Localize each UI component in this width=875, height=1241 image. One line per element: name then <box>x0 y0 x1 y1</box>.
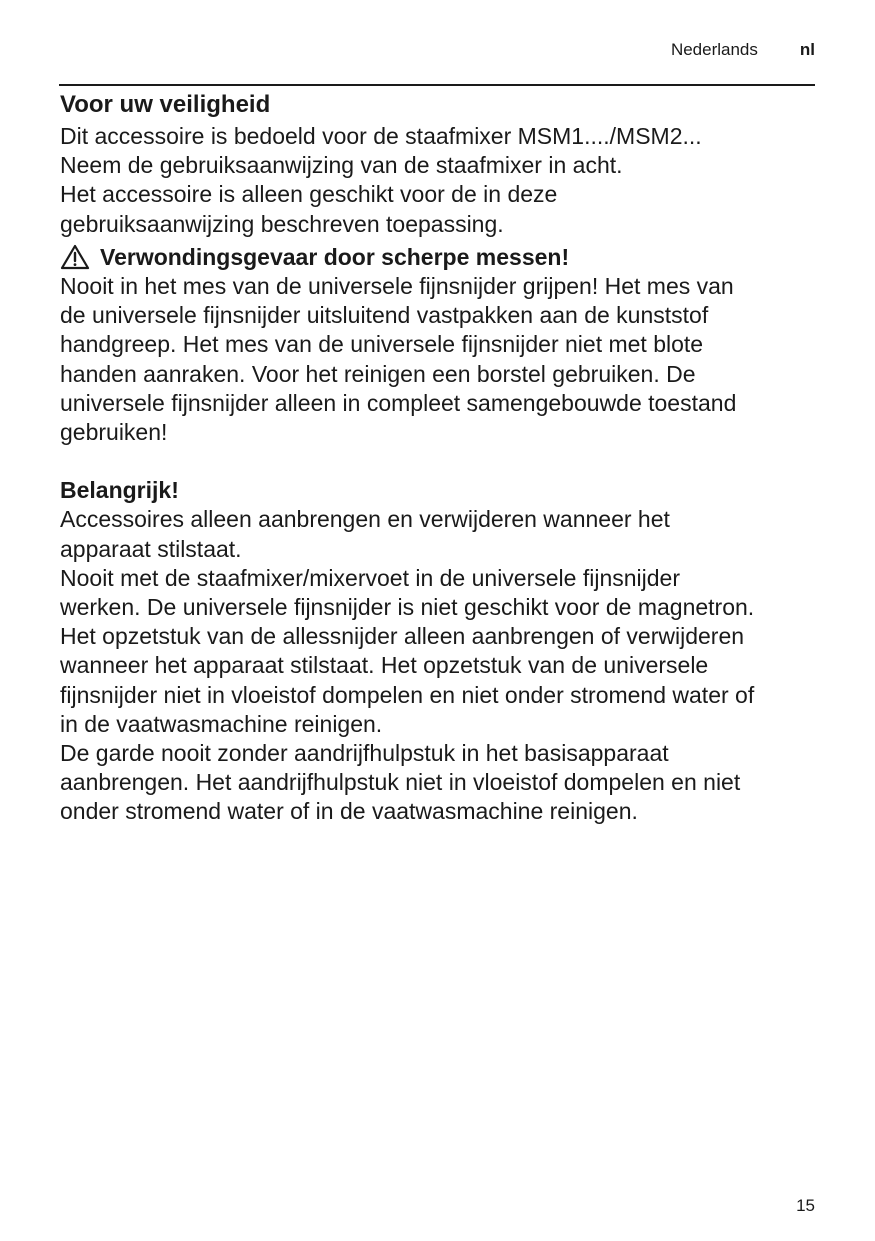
intro-line: Dit accessoire is bedoeld voor de staafmixer MSM1..../MSM2... <box>60 123 702 149</box>
important-line: Het opzetstuk van de allessnijder alleen aanbrengen of verwijderen <box>60 623 745 650</box>
important-line: Nooit met de staafmixer/mixervoet in de universele fijnsnijder <box>60 564 680 591</box>
important-line: apparaat stilstaat. <box>60 535 242 562</box>
important-paragraph <box>60 505 830 826</box>
important-line: aanbrengen. Het aandrijfhulpstuk niet in vloeistof dompelen en niet <box>60 769 741 796</box>
language-code: nl <box>799 40 815 59</box>
page-header <box>671 40 815 60</box>
language-name: Nederlands <box>670 40 758 59</box>
important-line: fijnsnijder niet in vloeistof dompelen en niet onder stromend water of <box>60 681 755 708</box>
important-line: De garde nooit zonder aandrijfhulpstuk in het basisapparaat <box>60 740 669 767</box>
warning-triangle-icon <box>60 244 90 270</box>
intro-line: gebruiksaanwijzing beschreven toepassing. <box>60 210 504 237</box>
intro-line: Neem de gebruiksaanwijzing van de staafmixer in acht. <box>60 152 623 179</box>
warning-line: Nooit in het mes van de universele fijnsnijder grijpen! Het mes van <box>60 273 734 300</box>
intro-paragraph <box>60 122 830 239</box>
intro-line: Het accessoire is alleen geschikt voor de in deze <box>60 181 558 208</box>
warning-line: handgreep. Het mes van de universele fijnsnijder niet met blote <box>60 331 704 358</box>
warning-line: gebruiken! <box>60 419 168 446</box>
important-heading: Belangrijk! <box>60 477 179 504</box>
warning-heading-text: Verwondingsgevaar door scherpe messen! <box>100 243 570 270</box>
page-content <box>60 90 830 827</box>
important-line: wanneer het apparaat stilstaat. Het opzetstuk van de universele <box>60 652 709 679</box>
warning-heading <box>60 243 830 272</box>
warning-line: de universele fijnsnijder uitsluitend vastpakken aan de kunststof <box>60 302 709 329</box>
header-rule <box>59 84 815 86</box>
section-title: Voor uw veiligheid <box>60 91 271 118</box>
warning-line: handen aanraken. Voor het reinigen een borstel gebruiken. De <box>60 360 696 387</box>
important-line: onder stromend water of in de vaatwasmachine reinigen. <box>60 798 638 825</box>
important-line: Accessoires alleen aanbrengen en verwijderen wanneer het <box>60 506 670 533</box>
warning-paragraph <box>60 272 830 447</box>
page-number: 15 <box>796 1196 815 1215</box>
warning-line: universele fijnsnijder alleen in compleet samengebouwde toestand <box>60 389 737 416</box>
important-line: werken. De universele fijnsnijder is niet geschikt voor de magnetron. <box>60 594 755 621</box>
important-line: in de vaatwasmachine reinigen. <box>60 710 383 737</box>
